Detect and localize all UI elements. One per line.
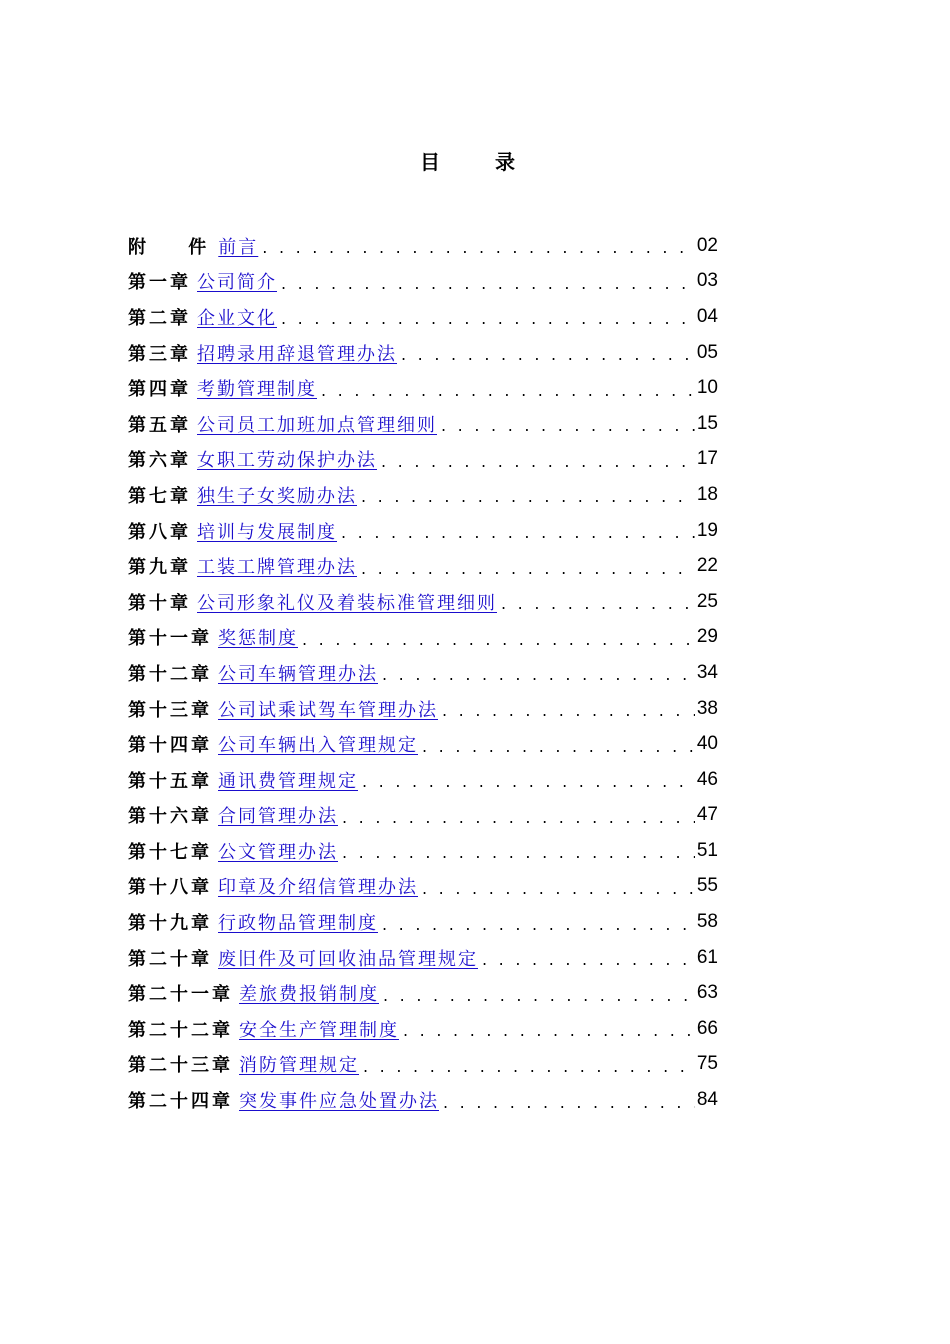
dot-leader xyxy=(377,452,695,471)
toc-row-chapter-14 xyxy=(128,726,718,762)
table-of-contents xyxy=(128,228,718,1118)
dot-leader xyxy=(358,772,695,791)
toc-link-chapter-13[interactable]: 公司试乘试驾车管理办法 xyxy=(218,699,438,721)
toc-row-appendix xyxy=(128,228,718,264)
page-number: 05 xyxy=(696,341,718,363)
dot-leader xyxy=(439,1093,695,1112)
dot-leader xyxy=(277,274,695,293)
toc-row-chapter-22 xyxy=(128,1011,718,1047)
dot-leader xyxy=(399,1021,695,1040)
dot-leader xyxy=(298,630,695,649)
toc-link-chapter-14[interactable]: 公司车辆出入管理规定 xyxy=(218,735,418,757)
dot-leader xyxy=(378,665,695,684)
toc-link-chapter-1[interactable]: 公司简介 xyxy=(197,272,277,294)
page-number: 25 xyxy=(696,590,718,612)
toc-row-chapter-4 xyxy=(128,370,718,406)
page-number: 51 xyxy=(696,839,718,861)
page-number: 46 xyxy=(696,768,718,790)
toc-link-chapter-23[interactable]: 消防管理规定 xyxy=(239,1055,359,1077)
toc-link-chapter-2[interactable]: 企业文化 xyxy=(197,307,277,329)
dot-leader xyxy=(357,487,695,506)
toc-link-chapter-8[interactable]: 培训与发展制度 xyxy=(197,521,337,543)
dot-leader xyxy=(337,523,695,542)
toc-row-chapter-9 xyxy=(128,548,718,584)
page-number: 63 xyxy=(696,982,718,1004)
chapter-number: 第四章 xyxy=(128,379,191,401)
chapter-number: 第二十三章 xyxy=(128,1055,233,1077)
toc-row-chapter-18 xyxy=(128,869,718,905)
toc-link-chapter-21[interactable]: 差旅费报销制度 xyxy=(239,984,379,1006)
page-number: 18 xyxy=(696,483,718,505)
toc-title: 目 录 xyxy=(420,150,539,174)
toc-link-chapter-10[interactable]: 公司形象礼仪及着装标准管理细则 xyxy=(197,592,497,614)
page-number: 17 xyxy=(696,448,718,470)
dot-leader xyxy=(378,915,695,934)
toc-row-chapter-8 xyxy=(128,513,718,549)
dot-leader xyxy=(438,701,695,720)
toc-row-chapter-6 xyxy=(128,442,718,478)
page-number: 84 xyxy=(696,1089,718,1111)
chapter-number: 第十九章 xyxy=(128,913,212,935)
chapter-number: 第二十章 xyxy=(128,948,212,970)
toc-row-chapter-17 xyxy=(128,833,718,869)
toc-row-chapter-13 xyxy=(128,691,718,727)
page-number: 40 xyxy=(696,733,718,755)
toc-row-chapter-7 xyxy=(128,477,718,513)
chapter-number: 第十五章 xyxy=(128,770,212,792)
dot-leader xyxy=(418,879,695,898)
toc-row-chapter-11 xyxy=(128,620,718,656)
toc-row-chapter-5 xyxy=(128,406,718,442)
page-number: 22 xyxy=(696,555,718,577)
toc-link-chapter-22[interactable]: 安全生产管理制度 xyxy=(239,1019,399,1041)
toc-link-chapter-6[interactable]: 女职工劳动保护办法 xyxy=(197,450,377,472)
toc-link-chapter-17[interactable]: 公文管理办法 xyxy=(218,841,338,863)
page-number: 38 xyxy=(696,697,718,719)
toc-row-chapter-24 xyxy=(128,1082,718,1118)
page-number: 02 xyxy=(696,234,718,256)
toc-row-chapter-23 xyxy=(128,1047,718,1083)
dot-leader xyxy=(357,559,695,578)
dot-leader xyxy=(359,1057,695,1076)
chapter-number: 第二十一章 xyxy=(128,984,233,1006)
page-number: 61 xyxy=(696,946,718,968)
toc-row-chapter-20 xyxy=(128,940,718,976)
page-number: 15 xyxy=(696,412,718,434)
toc-row-chapter-15 xyxy=(128,762,718,798)
page-number: 58 xyxy=(696,911,718,933)
chapter-number: 第二十二章 xyxy=(128,1019,233,1041)
chapter-number: 第二十四章 xyxy=(128,1091,233,1113)
page-number: 29 xyxy=(696,626,718,648)
chapter-number: 第九章 xyxy=(128,557,191,579)
page-number: 10 xyxy=(696,377,718,399)
toc-link-chapter-5[interactable]: 公司员工加班加点管理细则 xyxy=(197,414,437,436)
chapter-number: 第五章 xyxy=(128,414,191,436)
chapter-number: 第二章 xyxy=(128,307,191,329)
dot-leader xyxy=(258,238,695,257)
toc-link-chapter-15[interactable]: 通讯费管理规定 xyxy=(218,770,358,792)
page-number: 75 xyxy=(696,1053,718,1075)
dot-leader xyxy=(338,808,695,827)
chapter-number: 第三章 xyxy=(128,343,191,365)
page-number: 55 xyxy=(696,875,718,897)
toc-link-chapter-7[interactable]: 独生子女奖励办法 xyxy=(197,485,357,507)
toc-link-chapter-12[interactable]: 公司车辆管理办法 xyxy=(218,663,378,685)
chapter-number: 第八章 xyxy=(128,521,191,543)
toc-row-chapter-21 xyxy=(128,975,718,1011)
page-number: 47 xyxy=(696,804,718,826)
chapter-number: 第十八章 xyxy=(128,877,212,899)
dot-leader xyxy=(317,381,695,400)
dot-leader xyxy=(418,737,695,756)
toc-link-chapter-20[interactable]: 废旧件及可回收油品管理规定 xyxy=(218,948,478,970)
page-number: 66 xyxy=(696,1017,718,1039)
page-number: 03 xyxy=(696,270,718,292)
toc-link-chapter-3[interactable]: 招聘录用辞退管理办法 xyxy=(197,343,397,365)
toc-link-chapter-24[interactable]: 突发事件应急处置办法 xyxy=(239,1091,439,1113)
chapter-number: 第六章 xyxy=(128,450,191,472)
toc-row-chapter-16 xyxy=(128,798,718,834)
toc-link-chapter-4[interactable]: 考勤管理制度 xyxy=(197,379,317,401)
chapter-number: 第十二章 xyxy=(128,663,212,685)
toc-row-chapter-10 xyxy=(128,584,718,620)
chapter-number: 第十四章 xyxy=(128,735,212,757)
toc-link-chapter-19[interactable]: 行政物品管理制度 xyxy=(218,913,378,935)
toc-row-chapter-1 xyxy=(128,264,718,300)
toc-row-chapter-12 xyxy=(128,655,718,691)
page-number: 34 xyxy=(696,661,718,683)
dot-leader xyxy=(379,986,695,1005)
chapter-number: 第一章 xyxy=(128,272,191,294)
toc-link-chapter-11[interactable]: 奖惩制度 xyxy=(218,628,298,650)
toc-row-chapter-3 xyxy=(128,335,718,371)
page-number: 04 xyxy=(696,305,718,327)
dot-leader xyxy=(478,950,695,969)
chapter-number: 第十六章 xyxy=(128,806,212,828)
toc-row-chapter-2 xyxy=(128,299,718,335)
toc-link-chapter-9[interactable]: 工装工牌管理办法 xyxy=(197,557,357,579)
page-number: 19 xyxy=(696,519,718,541)
dot-leader xyxy=(277,309,695,328)
dot-leader xyxy=(397,345,695,364)
chapter-number: 第七章 xyxy=(128,485,191,507)
toc-link-chapter-16[interactable]: 合同管理办法 xyxy=(218,806,338,828)
dot-leader xyxy=(338,843,695,862)
toc-link-chapter-18[interactable]: 印章及介绍信管理办法 xyxy=(218,877,418,899)
chapter-number: 第十一章 xyxy=(128,628,212,650)
dot-leader xyxy=(437,416,695,435)
chapter-number: 第十七章 xyxy=(128,841,212,863)
chapter-number: 第十章 xyxy=(128,592,191,614)
chapter-number: 附 件 xyxy=(128,236,225,258)
dot-leader xyxy=(497,594,695,613)
toc-row-chapter-19 xyxy=(128,904,718,940)
chapter-number: 第十三章 xyxy=(128,699,212,721)
toc-link-preface[interactable]: 前言 xyxy=(218,236,259,258)
